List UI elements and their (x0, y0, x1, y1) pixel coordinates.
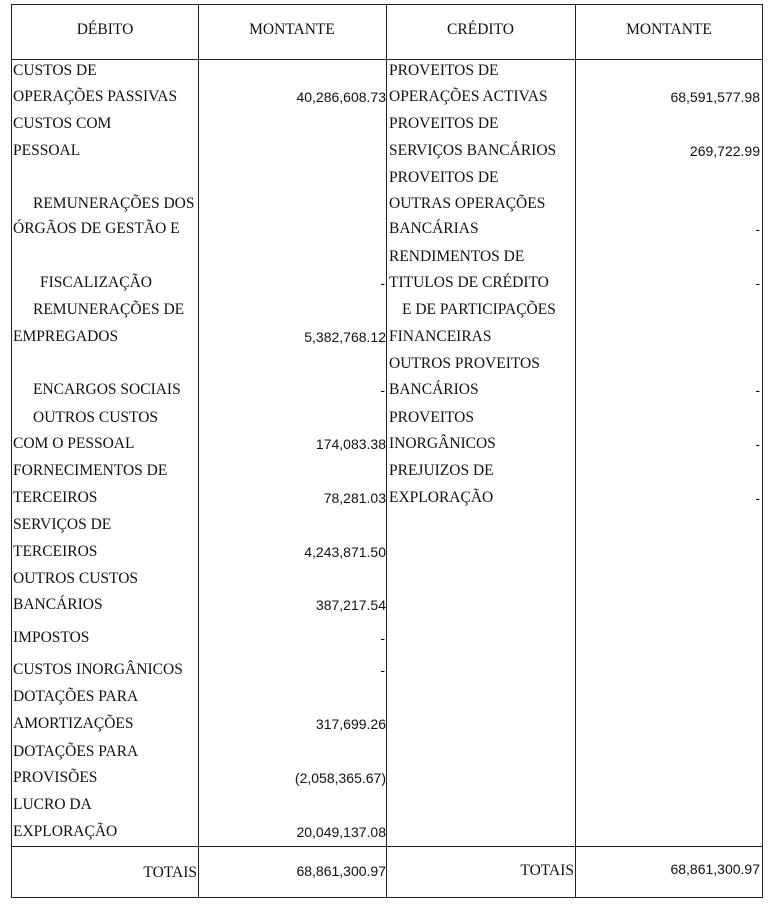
totals-credit-value: 68,861,300.97 (670, 861, 760, 877)
credit-amount: 269,722.99 (689, 143, 760, 159)
debit-line: PROVISÕES (13, 769, 98, 786)
credit-empty-dash: - (755, 436, 760, 452)
credit-line: PROVEITOS DE (389, 169, 499, 186)
debit-line: ÓRGÃOS DE GESTÃO E (13, 220, 180, 237)
debit-line: LUCRO DA (13, 796, 92, 813)
header-debit-amount: MONTANTE (249, 21, 335, 38)
table-bottom-border (11, 897, 763, 898)
debit-line: REMUNERAÇÕES DOS (33, 195, 195, 212)
debit-line: COM O PESSOAL (13, 435, 135, 452)
credit-line: PROVEITOS DE (389, 62, 499, 79)
table-right-border (762, 4, 763, 898)
debit-amount: 387,217.54 (315, 597, 386, 613)
debit-line: PESSOAL (13, 142, 81, 159)
debit-line: OUTROS CUSTOS (13, 570, 139, 587)
credit-line: OPERAÇÕES ACTIVAS (389, 88, 548, 105)
debit-line: BANCÁRIOS (13, 596, 103, 613)
debit-line: DOTAÇÕES PARA (13, 743, 139, 760)
debit-amount: 78,281.03 (323, 490, 386, 506)
credit-empty-dash: - (755, 275, 760, 291)
debit-empty-dash: - (380, 662, 385, 678)
debit-line: TERCEIROS (13, 489, 98, 506)
debit-line: DOTAÇÕES PARA (13, 688, 139, 705)
debit-amount: 174,083.38 (315, 436, 386, 452)
credit-line: PREJUIZOS DE (389, 462, 494, 479)
debit-amount: 4,243,871.50 (304, 544, 386, 560)
credit-empty-dash: - (755, 490, 760, 506)
credit-amount: 68,591,577.98 (670, 89, 760, 105)
credit-line: RENDIMENTOS DE (389, 248, 525, 265)
debit-amount: 40,286,608.73 (296, 89, 386, 105)
credit-line: E DE PARTICIPAÇÕES (402, 301, 556, 318)
table-left-border (11, 4, 12, 898)
credit-line: BANCÁRIAS (389, 220, 479, 237)
credit-empty-dash: - (755, 382, 760, 398)
credit-line: PROVEITOS DE (389, 115, 499, 132)
debit-amount: 20,049,137.08 (296, 824, 386, 840)
header-debit: DÉBITO (76, 21, 134, 38)
debit-line: REMUNERAÇÕES DE (33, 301, 185, 318)
totals-credit-label: TOTAIS (520, 862, 574, 879)
debit-line: FISCALIZAÇÃO (40, 274, 152, 291)
totals-debit-label: TOTAIS (143, 864, 197, 881)
debit-amount: 317,699.26 (315, 716, 386, 732)
credit-empty-dash: - (755, 221, 760, 237)
credit-line: OUTRAS OPERAÇÕES (389, 195, 546, 212)
debit-line: CUSTOS INORGÂNICOS (13, 661, 183, 678)
credit-line: BANCÁRIOS (389, 381, 479, 398)
debit-line: SERVIÇOS DE (13, 516, 112, 533)
debit-line: ENCARGOS SOCIAIS (33, 381, 181, 398)
debit-amount: 5,382,768.12 (304, 329, 386, 345)
debit-line: CUSTOS DE (13, 62, 97, 79)
debit-line: IMPOSTOS (13, 629, 90, 646)
debit-line: OUTROS CUSTOS (33, 409, 159, 426)
debit-empty-dash: - (380, 275, 385, 291)
debit-line: OPERAÇÕES PASSIVAS (13, 88, 178, 105)
credit-line: EXPLORAÇÃO (389, 489, 494, 506)
column-divider-1 (198, 4, 199, 898)
debit-line: EMPREGADOS (13, 328, 119, 345)
debit-line: FORNECIMENTOS DE (13, 462, 168, 479)
debit-amount: (2,058,365.67) (294, 770, 386, 786)
debit-line: CUSTOS COM (13, 115, 112, 132)
debit-empty-dash: - (380, 382, 385, 398)
header-credit-amount: MONTANTE (626, 21, 712, 38)
column-divider-3 (575, 4, 576, 898)
credit-line: INORGÂNICOS (389, 435, 496, 452)
credit-line: FINANCEIRAS (389, 328, 492, 345)
credit-line: OUTROS PROVEITOS (389, 355, 540, 372)
header-credit: CRÉDITO (447, 21, 514, 38)
debit-line: AMORTIZAÇÕES (13, 715, 134, 732)
table-top-border (11, 4, 763, 5)
header-bottom-border (11, 59, 763, 60)
credit-line: TITULOS DE CRÉDITO (389, 274, 549, 291)
debit-empty-dash: - (380, 630, 385, 646)
debit-line: TERCEIROS (13, 543, 98, 560)
credit-line: PROVEITOS (389, 409, 474, 426)
credit-line: SERVIÇOS BANCÁRIOS (389, 142, 557, 159)
column-divider-2 (386, 4, 387, 898)
body-bottom-border (11, 846, 763, 847)
totals-debit-value: 68,861,300.97 (296, 863, 386, 879)
debit-line: EXPLORAÇÃO (13, 823, 118, 840)
